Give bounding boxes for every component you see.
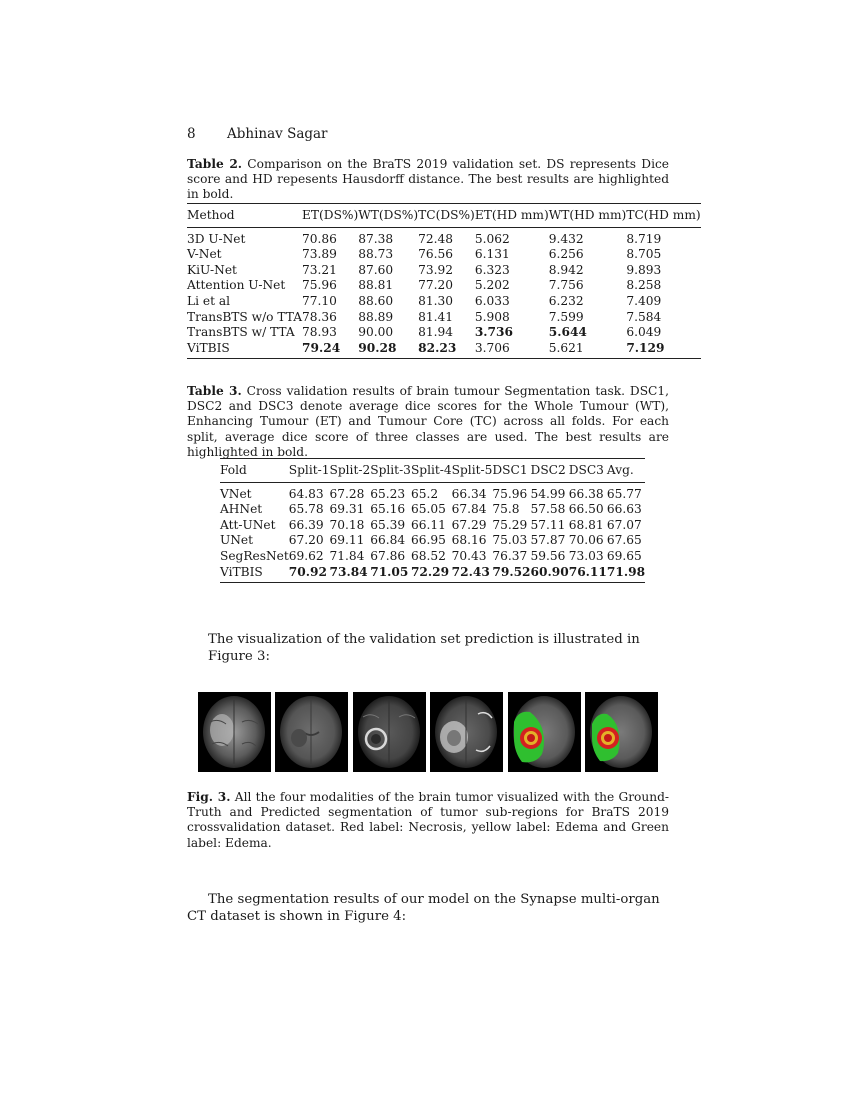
table3-row: [220, 565, 645, 583]
table2-row: [187, 227, 701, 247]
table3-value-cell: 76.37: [492, 548, 528, 563]
table3-value-cell: 71.05: [370, 564, 409, 579]
table2-value-cell: 88.60: [358, 293, 394, 308]
table3-value-cell: 65.39: [370, 517, 406, 532]
table3-value-cell: 69.65: [606, 548, 642, 563]
table3-value-cell: 65.05: [410, 502, 446, 517]
table3-value-cell: 76.11: [568, 564, 607, 579]
table3-value-cell: 70.18: [329, 517, 365, 532]
table3-value-cell: 59.56: [530, 548, 566, 563]
table2-value-cell: 76.56: [418, 247, 454, 262]
table2-row: [187, 294, 701, 310]
table3-row: [220, 549, 645, 565]
table2-method-cell: 3D U-Net: [187, 231, 246, 246]
table2-caption: [187, 157, 669, 203]
table3-value-cell: 67.07: [606, 517, 642, 532]
page-header: [187, 126, 328, 142]
table2-header-row: [187, 204, 701, 228]
figure3-caption: [187, 790, 669, 851]
table3-value-cell: 67.84: [451, 502, 487, 517]
table3-col-header: DSC2: [530, 463, 566, 477]
table2-value-cell: 5.644: [548, 325, 587, 340]
table3-method-cell: AHNet: [220, 502, 263, 517]
table2-col-header: WT(HD mm): [548, 208, 627, 222]
table3-col-header: Avg.: [606, 463, 634, 477]
table3-value-cell: 75.96: [492, 486, 528, 501]
table2-value-cell: 82.23: [418, 340, 457, 355]
table3-value-cell: 70.92: [288, 564, 327, 579]
table3-col-header: Fold: [220, 463, 247, 477]
table2-caption-text: Comparison on the BraTS 2019 validation set. DS represents Dice score and HD repesents Hausdorff distance. The best results are highlighted in bold.: [187, 157, 670, 202]
synapse-sentence: The segmentation results of our model on the Synapse multi-organ CT dataset is shown in Figure 4:: [187, 892, 660, 924]
table3-value-cell: 57.87: [530, 533, 566, 548]
table3-value-cell: 66.38: [568, 486, 604, 501]
table3-value-cell: 73.03: [568, 548, 604, 563]
table3-value-cell: 71.84: [329, 548, 365, 563]
table3-value-cell: 67.28: [329, 486, 365, 501]
table2-value-cell: 87.38: [358, 231, 394, 246]
table3-value-cell: 67.86: [370, 548, 406, 563]
table2-method-cell: TransBTS w/ TTA: [187, 325, 295, 340]
table2-value-cell: 6.256: [548, 247, 584, 262]
table2-value-cell: 73.21: [302, 262, 337, 277]
table2-value-cell: 8.258: [626, 278, 662, 293]
table2-value-cell: 77.20: [418, 278, 454, 293]
table3-value-cell: 67.65: [606, 533, 642, 548]
table3-value-cell: 66.34: [451, 486, 487, 501]
table2-value-cell: 6.323: [474, 262, 510, 277]
table3-value-cell: 75.29: [492, 517, 528, 532]
table2-value-cell: 7.409: [626, 293, 662, 308]
table2-value-cell: 75.96: [302, 278, 337, 293]
ground-truth-segmentation-image: [508, 692, 581, 772]
table2-value-cell: 79.24: [302, 340, 341, 355]
table3-row: [220, 482, 645, 502]
figure3-caption-text: All the four modalities of the brain tumor visualized with the Ground-Truth and Predicted segmentation of tumor sub-regions for BraTS 2019 crossvalidation dataset. Red label: Necrosis, yellow label: Edema and Green label: Edema.: [187, 790, 670, 850]
table2-value-cell: 5.621: [548, 340, 584, 355]
table3-row: [220, 502, 645, 518]
table2-value-cell: 90.28: [358, 340, 397, 355]
table3-method-cell: ViTBIS: [220, 564, 263, 579]
table3-row: [220, 533, 645, 549]
table2-row: [187, 263, 701, 279]
t1ce-scan-image: [353, 692, 426, 772]
table2-value-cell: 87.60: [358, 262, 394, 277]
table2-value-cell: 9.893: [626, 262, 662, 277]
table3-value-cell: 64.83: [288, 486, 324, 501]
table2-method-cell: V-Net: [187, 247, 222, 262]
table3-col-header: Split-3: [370, 463, 411, 477]
table2-value-cell: 78.36: [302, 309, 337, 324]
table3-col-header: Split-4: [410, 463, 452, 477]
table3-value-cell: 79.52: [492, 564, 531, 579]
table2-value-cell: 81.94: [418, 325, 454, 340]
table3-method-cell: VNet: [220, 486, 252, 501]
table2-method-cell: KiU-Net: [187, 262, 237, 277]
table2-value-cell: 9.432: [548, 231, 584, 246]
table3-value-cell: 60.90: [530, 564, 569, 579]
table2-value-cell: 7.756: [548, 278, 584, 293]
table3-caption: [187, 384, 669, 460]
table2-row: [187, 341, 701, 359]
table2-method-cell: Li et al: [187, 293, 231, 308]
table2-method-cell: Attention U-Net: [187, 278, 286, 293]
table3-value-cell: 65.78: [288, 502, 324, 517]
table2-value-cell: 7.599: [548, 309, 584, 324]
table3-value-cell: 66.84: [370, 533, 406, 548]
table3-value-cell: 69.62: [288, 548, 324, 563]
table2-row: [187, 247, 701, 263]
table2-value-cell: 5.062: [474, 231, 510, 246]
table3-value-cell: 67.29: [451, 517, 487, 532]
table3-value-cell: 57.58: [530, 502, 566, 517]
table2-value-cell: 77.10: [302, 293, 337, 308]
table2-row: [187, 310, 701, 326]
table2-value-cell: 81.41: [418, 309, 454, 324]
predicted-segmentation-image: [585, 692, 658, 772]
table3-value-cell: 68.52: [410, 548, 446, 563]
table3-value-cell: 75.03: [492, 533, 528, 548]
table3-value-cell: 66.95: [410, 533, 446, 548]
table2-value-cell: 88.73: [358, 247, 394, 262]
table3-method-cell: Att-UNet: [220, 517, 276, 532]
table3-col-header: DSC1: [492, 463, 528, 477]
table2-value-cell: 78.93: [302, 325, 337, 340]
table2-value-cell: 5.202: [474, 278, 510, 293]
table2-value-cell: 81.30: [418, 293, 454, 308]
table3-value-cell: 70.43: [451, 548, 487, 563]
table3-value-cell: 54.99: [530, 486, 566, 501]
table3-value-cell: 75.8: [492, 502, 520, 517]
table3-value-cell: 69.11: [329, 533, 365, 548]
table2-col-header: ET(HD mm): [474, 208, 549, 222]
table3-value-cell: 68.16: [451, 533, 487, 548]
table2: [187, 203, 701, 359]
table3-value-cell: 73.84: [329, 564, 368, 579]
table3-value-cell: 66.39: [288, 517, 324, 532]
figure3-label: Fig. 3.: [187, 790, 231, 804]
table2-value-cell: 90.00: [358, 325, 394, 340]
table3-value-cell: 65.2: [410, 486, 439, 501]
table3-row: [220, 518, 645, 534]
table3-method-cell: SegResNet: [220, 548, 289, 563]
page-number: 8: [187, 126, 196, 142]
table3-value-cell: 70.06: [568, 533, 604, 548]
table3-value-cell: 69.31: [329, 502, 365, 517]
table2-col-header: WT(DS%): [358, 208, 419, 222]
table2-value-cell: 73.92: [418, 262, 454, 277]
table3-value-cell: 72.29: [410, 564, 450, 579]
table3-value-cell: 65.16: [370, 502, 406, 517]
table3: [220, 458, 645, 583]
table2-value-cell: 5.908: [474, 309, 510, 324]
table3-col-header: Split-1: [288, 463, 330, 477]
table2-row: [187, 325, 701, 341]
table2-value-cell: 8.705: [626, 247, 662, 262]
table3-label: Table 3.: [187, 384, 242, 398]
table2-col-header: TC(DS%): [418, 208, 475, 222]
table3-value-cell: 65.77: [606, 486, 642, 501]
table2-value-cell: 70.86: [302, 231, 337, 246]
table3-method-cell: UNet: [220, 533, 254, 548]
table2-col-header: TC(HD mm): [626, 208, 701, 222]
table2-col-header: Method: [187, 208, 235, 222]
table2-value-cell: 72.48: [418, 231, 454, 246]
table2-value-cell: 6.232: [548, 293, 584, 308]
table2-value-cell: 8.719: [626, 231, 662, 246]
table2-value-cell: 6.033: [474, 293, 510, 308]
table2-value-cell: 88.81: [358, 278, 394, 293]
table3-value-cell: 66.50: [568, 502, 604, 517]
table3-value-cell: 67.20: [288, 533, 324, 548]
table2-value-cell: 3.736: [474, 325, 513, 340]
table2-row: [187, 278, 701, 294]
table2-method-cell: TransBTS w/o TTA: [187, 309, 303, 324]
table2-col-header: ET(DS%): [302, 208, 359, 222]
table2-value-cell: 6.049: [626, 325, 662, 340]
visualization-sentence: The visualization of the validation set prediction is illustrated in Figure 3:: [208, 632, 640, 664]
figure3-panels: [198, 692, 658, 772]
table3-value-cell: 65.23: [370, 486, 406, 501]
t1-scan-image: [275, 692, 348, 772]
table3-body: [220, 482, 645, 583]
table3-value-cell: 71.98: [606, 564, 646, 579]
table3-col-header: Split-2: [329, 463, 371, 477]
table2-value-cell: 6.131: [474, 247, 510, 262]
table3-header-row: [220, 459, 645, 483]
table2-value-cell: 73.89: [302, 247, 337, 262]
table2-body: [187, 227, 701, 359]
table3-value-cell: 57.11: [530, 517, 566, 532]
t2-scan-image: [430, 692, 503, 772]
table3-value-cell: 72.43: [451, 564, 490, 579]
table2-label: Table 2.: [187, 157, 243, 171]
table2-value-cell: 7.584: [626, 309, 662, 324]
table3-col-header: DSC3: [568, 463, 604, 477]
author-name: Abhinav Sagar: [227, 126, 328, 142]
table2-value-cell: 88.89: [358, 309, 394, 324]
table2-value-cell: 7.129: [626, 340, 665, 355]
flair-scan-image: [198, 692, 271, 772]
table2-value-cell: 8.942: [548, 262, 584, 277]
table3-value-cell: 66.11: [410, 517, 446, 532]
table3-caption-text: Cross validation results of brain tumour Segmentation task. DSC1, DSC2 and DSC3 denote average dice scores for the Whole Tumour (WT), Enhancing Tumour (ET) and Tumour Core (TC) across all folds. For each split, average dice score of three classes are used. The best results are highlighted in bold.: [187, 384, 669, 459]
table3-value-cell: 66.63: [606, 502, 642, 517]
table3-value-cell: 68.81: [568, 517, 604, 532]
table2-method-cell: ViTBIS: [187, 340, 230, 355]
table3-col-header: Split-5: [451, 463, 493, 477]
table2-value-cell: 3.706: [474, 340, 510, 355]
